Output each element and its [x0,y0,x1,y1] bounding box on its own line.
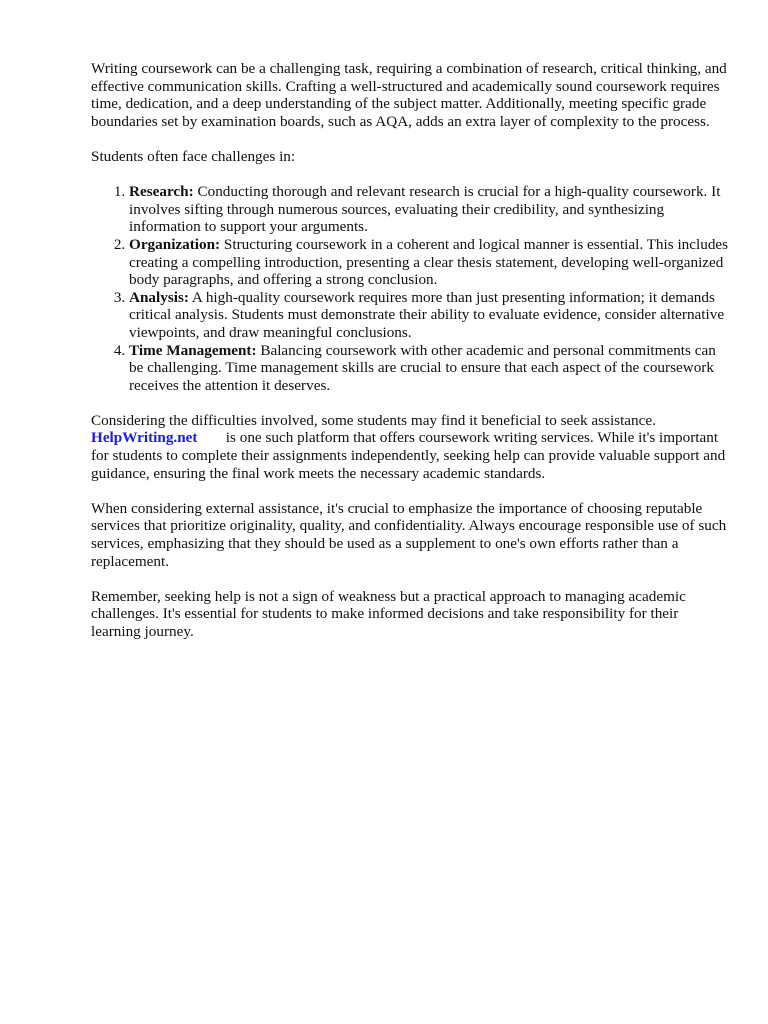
list-item-text: Conducting thorough and relevant research is crucial for a high-quality coursework. It involves sifting through numerous sources, evaluating their credibility, and synthesizing information to support your arguments. [129,183,721,236]
list-item-text: Structuring coursework in a coherent and logical manner is essential. This includes creating a compelling introduction, presenting a clear thesis statement, developing well-organized body paragraphs, and offering a strong conclusion. [129,235,729,289]
document-page [91,60,731,658]
list-item-text: A high-quality coursework requires more than just presenting information; it demands critical analysis. Students must demonstrate their ability to evaluate evidence, consider alternative viewpoints, and draw meaningful conclusions. [129,288,725,341]
list-item-text: Balancing coursework with other academic and personal commitments can be challenging. Time management skills are crucial to ensure that each aspect of the coursework receives the attention it deserves. [129,341,716,394]
challenges-list [91,183,731,394]
challenges-lead-paragraph: Students often face challenges in: [91,147,296,165]
list-item-term: Research: [129,183,194,201]
intro-paragraph: Writing coursework can be a challenging task, requiring a combination of research, critical thinking, and effective communication skills. Crafting a well-structured and academically sound coursework requires time, dedication, and a deep understanding of the subject matter. Additionally, meeting specific grade boundaries set by examination boards, such as AQA, adds an extra layer of complexity to the process. [91,60,727,130]
list-item [129,183,731,236]
list-item-term: Time Management: [129,341,257,359]
list-item-term: Organization: [129,235,221,253]
external-assistance-paragraph: When considering external assistance, it's crucial to emphasize the importance of choosing reputable services that prioritize originality, quality, and confidentiality. Always encourage responsible use of such services, emphasizing that they should be used as a supplement to one's own efforts rather than a replacement. [91,499,727,570]
considering-text-after-link: is one such platform that offers coursework writing services. While it's important for students to complete their assignments independently, seeking help can provide valuable support and guidance, ensuring the final work meets the necessary academic standards. [91,429,726,482]
list-item-term: Analysis: [129,288,189,306]
list-item [129,289,731,342]
remember-paragraph: Remember, seeking help is not a sign of weakness but a practical approach to managing academic challenges. It's essential for students to make informed decisions and take responsibility for their learning journey. [91,587,686,640]
helpwriting-link[interactable]: HelpWriting.net [91,429,198,447]
considering-text-before-link: Considering the difficulties involved, some students may find it beneficial to seek assistance. [91,411,656,429]
list-item [129,342,731,395]
list-item [129,236,731,289]
considering-paragraph [91,412,731,482]
